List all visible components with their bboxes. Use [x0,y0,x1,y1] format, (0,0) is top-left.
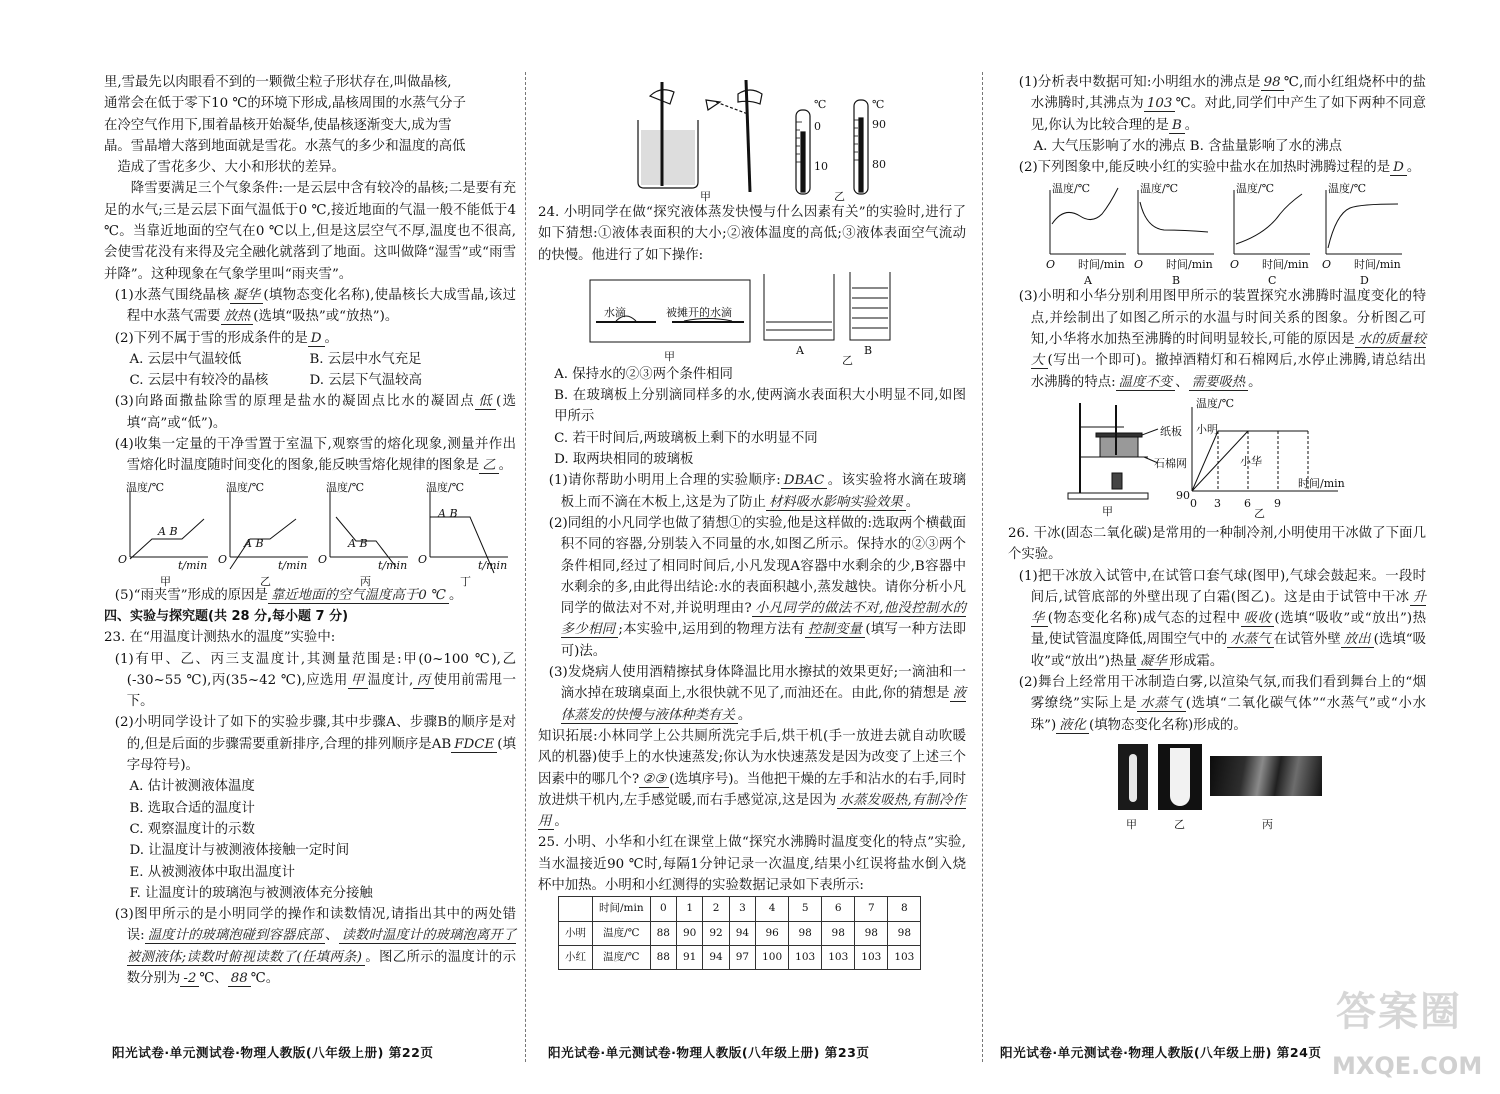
step-item: B. 选取合适的温度计 [129,800,255,816]
graph-ylabel: 温度/℃ [1328,182,1367,196]
graph-ylabel: 温度/℃ [1236,182,1275,196]
container-label: B [864,343,873,357]
photo-label: 乙 [1174,817,1185,831]
answer: -2 [180,971,199,987]
question-25: 25. 小明、小华和小红在课堂上做“探究水沸腾时温度变化的特点”实验,当水温接近90 ℃时,每隔1分钟记录一次温度,结果小红误将盐水倒入烧杯中加热。小明和小红测得的实验数据记录如下表所示: [538,835,966,894]
graph-origin: O [1046,258,1056,272]
alcohol-lamp [1112,473,1122,489]
series-label: 小明 [1196,422,1218,436]
page-footer: 阳光试卷·单元测试卷·物理人教版(八年级上册) 第24页 [1000,1045,1322,1060]
boiling-data-table [558,896,921,970]
graph-xtick: 9 [1274,496,1281,510]
thermometer-stem [746,80,750,192]
graph-ylabel: 温度/℃ [1052,182,1091,196]
question-3: (3)向路面撒盐除雪的原理是盐水的凝固点比水的凝固点 低 (选填“高”或“低”)。 [114,394,517,431]
question-24-1: (1)请你帮助小明用上合理的实验顺序: DBAC 。该实验将水滴在玻璃板上而不滴在木板上,这是为了防止 材料吸水影响实验效果 。 [548,473,967,510]
graph-name: 甲 [160,574,171,588]
intro-line: 造成了雪花多少、大小和形状的差异。 [117,160,346,176]
graph-name: 乙 [260,574,271,588]
graph-ylabel: 温度/℃ [426,480,465,494]
graph-xlabel: t/min [378,558,408,572]
graph-origin: O [1230,258,1240,272]
boiling-apparatus-figure [1008,393,1426,519]
graph-line [1236,194,1302,244]
graph-ylabel: 温度/℃ [1196,396,1235,410]
options-row: C. 云层中有较冷的晶核 D. 云层下气温较高 [129,373,422,389]
step-item: F. 让温度计的玻璃泡与被测液体充分接触 [129,885,373,901]
page-footer: 阳光试卷·单元测试卷·物理人教版(八年级上册) 第23页 [548,1045,870,1060]
question-25-1: (1)分析表中数据可知:小明组水的沸点是 98 ℃,而小红组烧杯中的盐水沸腾时,其沸点为 103 ℃。对此,同学们中产生了如下两种不同意见,你认为比较合理的是 B 。 [1018,75,1426,133]
question-23-2: (2)小明同学设计了如下的实验步骤,其中步骤A、步骤B的顺序是对的,但是后面的步骤需要重新排序,合理的排列顺序是AB FDCE (填字母符号)。 [114,715,516,774]
graph-name: A [1084,274,1092,288]
watermark-text: 答案圈 [1336,989,1462,1035]
watermark-logo [1318,989,1494,1086]
page-24-column [1008,72,1426,832]
answer: 乙 [479,458,498,474]
graph-origin: O [1134,258,1144,272]
intro-line: 晶。雪晶增大落到地面就是雪花。水蒸气的多少和温度的高低 [104,138,466,154]
graph-line [1140,202,1208,232]
answer: 水蒸气 [1227,632,1273,648]
question-24-3: (3)发烧病人使用酒精擦拭身体降温比用水擦拭的效果更好;一滴油和一滴水掉在玻璃桌面上,水很快就不见了,而油还在。由此,你的猜想是 液体蒸发的快慢与液体种类有关 。 [548,665,966,723]
container-b [850,272,890,340]
answer: 88 [228,971,251,987]
graph-name: D [1360,274,1369,288]
sight-line [716,102,748,114]
question-24: 24. 小明同学在做“探究液体蒸发快慢与什么因素有关”的实验时,进行了如下猜想:①液体表面积的大小;②液体温度的高低;③液体表面空气流动的快慢。他进行了如下操作: [538,205,966,263]
answer: FDCE [451,737,497,753]
figure-label: 乙 [842,353,853,367]
thermo-tick: 10 [814,160,828,173]
thermo-tick: 80 [872,158,886,171]
graph-xlabel: 时间/min [1262,258,1309,272]
step-item: E. 从被测液体中取出温度计 [129,864,296,880]
evaporation-svg [538,266,966,364]
graph-xlabel: 时间/min [1166,258,1213,272]
answer: 放出 [1341,632,1374,648]
answer: 小凡同学的做法不对,他没控制水的多少相同 [560,601,967,638]
graph-name: 丙 [360,574,371,588]
intro-line: 在冷空气作用下,围着晶核开始凝华,使晶核逐渐变大,成为雪 [104,117,452,133]
answer: 甲 [348,673,368,689]
graph-ab-label: A B [438,506,458,520]
question-25-3: (3)小明和小华分别利用图甲所示的装置探究水沸腾时温度变化的特点,并绘制出了如图乙所示的水温与时间关系的图象。分析图乙可知,小华将水加热至沸腾的时间明显较长,可能的原因是 水的质量较大 (写出一个即可)。撤掉酒精灯和石棉网后,水停止沸腾,请总结出水沸腾的特点: 温度不变 、 需要吸热 。 [1018,289,1427,390]
question-26-2: (2)舞台上经常用干冰制造白雾,以渲染气氛,而我们看到舞台上的“烟雾缭绕”实际上是 水蒸气 (选填“二氧化碳气体”“水蒸气”或“小水珠”) 液化 (填物态变化名称)形成的。 [1018,675,1426,733]
question-2: (2)下列不属于雪的形成条件的是 D 。 [114,330,338,346]
question-24-2: (2)同组的小凡同学也做了猜想①的实验,他是这样做的:选取两个横截面积不同的容器,分别装入不同量的水,如图乙所示。保持水的②③两个条件相同,经过了相同时间后,小凡发现A容器中水剩余的少,B容器中水剩余的多,由此得出结论:水的表面积越小,蒸发越快。请你分析小凡同学的做法对不对,并说明理由? 小凡同学的做法不对,他没控制水的多少相同 ;本实验中,运用到的物理方法有 控制变量 (填写一种方法即可)法。 [548,515,967,659]
thermometer-svg [538,72,966,202]
photo-yi [1158,744,1202,810]
graph-xlabel: 时间/min [1298,476,1345,490]
reading-paragraph: 降雪要满足三个气象条件:一是云层中含有较冷的晶核;二是要有充足的水气;三是云层下面气温低于0 ℃,接近地面的气温一般不能低于4 ℃。当靠近地面的空气在0 ℃以上,但是这层空气不厚,温度也不很高,会使雪花没有来得及完全融化就落到了地面。这叫做降“湿雪”或“雨雪并降”。这种现象在气象学里叫“雨夹雪”。 [104,181,516,282]
column-divider [982,72,983,1062]
graph-ylabel: 温度/℃ [126,480,165,494]
question-23-1: (1)有甲、乙、丙三支温度计,其测量范围是:甲(0~100 ℃),乙(-30~55 ℃),丙(35~42 ℃),应选用 甲 温度计, 丙 使用前需甩一下。 [114,651,517,710]
photo-bing [1210,756,1322,796]
beaker [1100,437,1138,457]
section-heading: 四、实验与探究题(共 28 分,每小题 7 分) [104,608,349,624]
figure-label: 甲 [700,190,711,203]
operation-option: A. 保持水的②③两个条件相同 [554,366,733,382]
graph-xtick: 6 [1244,496,1251,510]
graph-origin: O [318,552,328,566]
graph-ylabel: 温度/℃ [326,480,365,494]
answer: 凝华 [1137,654,1170,670]
figure-label: 乙 [834,190,845,203]
options-row: A. 大气压影响了水的沸点 B. 含盐量影响了水的沸点 [1033,138,1343,154]
graph-xlabel: t/min [278,558,308,572]
answer: 水蒸发吸热,有制冷作用 [538,792,966,830]
page-23-column [538,72,966,970]
container-label: A [796,343,804,357]
photo-label: 甲 [1126,817,1137,831]
page-footer: 阳光试卷·单元测试卷·物理人教版(八年级上册) 第22页 [112,1045,434,1060]
answer: 需要吸热 [1189,375,1249,391]
thermo-tick: 0 [814,120,821,133]
cardboard [1096,433,1142,437]
step-item: D. 让温度计与被测液体接触一定时间 [129,843,350,859]
question-25-2: (2)下列图象中,能反映小红的实验中盐水在加热时沸腾过程的是 D 。 [1018,160,1421,176]
graph-ab-label: A B [348,536,368,550]
mercury-column [859,118,863,192]
dry-ice-photos [1008,742,1426,832]
graph-xtick: 3 [1214,496,1221,510]
series-label: 小华 [1240,454,1262,468]
step-item: C. 观察温度计的示数 [129,821,255,837]
figure-label: 乙 [1254,506,1265,520]
thermo-unit: ℃ [872,98,885,111]
options-row: A. 云层中气温较低 B. 云层中水气充足 [129,351,422,367]
answer: 控制变量 [805,622,866,638]
graph-ab-label: A B [244,536,264,550]
photo-label: 丙 [1262,817,1273,831]
answer: B [1169,118,1185,134]
graph-line [1328,204,1398,248]
question-23: 23. 在“用温度计测热水的温度”实验中: [104,630,336,646]
graph-origin: O [418,552,428,566]
beaker-liquid [641,130,695,185]
melting-graphs [104,477,516,588]
watermark-url: MXQE.COM [1332,1052,1483,1080]
hand-sketch [738,90,762,104]
eye-icon [706,100,720,110]
thermo-tick: 90 [872,118,886,131]
answer: 吸收 [1241,611,1275,627]
question-23-3: (3)图甲所示的是小明同学的操作和读数情况,请指出其中的两处错误: 温度计的玻璃泡碰到容器底部 、 读数时温度计的玻璃泡离开了被测液体;读数时俯视读数了(任填两条) 。图乙所示的温度计的示数分别为 -2 ℃、 88 ℃。 [114,907,517,986]
answer: DBAC [781,473,828,489]
operation-option: C. 若干时间后,两玻璃板上剩下的水明显不同 [554,430,818,446]
graph-xlabel: t/min [478,558,508,572]
table-row: 小红 温度/℃ 88 91 94 97 100 103 103 103 103 [559,945,921,969]
photo-jia [1118,744,1148,810]
operation-option: B. 在玻璃板上分别滴同样多的水,使两滴水表面积大小明显不同,如图甲所示 [554,388,966,425]
graph-xlabel: 时间/min [1078,258,1125,272]
answer: 液化 [1056,718,1089,734]
answer: 98 [1261,75,1284,91]
graph-xlabel: 时间/min [1354,258,1401,272]
answer: 丙 [413,673,433,689]
graph-ylabel: 温度/℃ [1140,182,1179,196]
step-item: A. 估计被测液体温度 [129,779,255,795]
evaporation-figure [538,266,966,367]
operation-option: D. 取两块相同的玻璃板 [554,452,694,468]
graph-origin: O [1322,258,1332,272]
question-5: (5)“雨夹雪”形成的原因是 靠近地面的空气温度高于0 ℃ 。 [114,587,463,603]
question-4: (4)收集一定量的干净雪置于室温下,观察雪的熔化现象,测量并作出雪熔化时温度随时间变化的图象,能反映雪熔化规律的图象是 乙 。 [114,437,516,474]
graph-xtick: 0 [1190,496,1197,510]
table-header-row: 时间/min 0 1 2 3 4 5 6 7 8 [559,897,921,921]
graph-name: C [1268,274,1277,288]
page-22-column [104,72,516,989]
answer: D [308,331,325,347]
answer: 温度不变 [1116,375,1176,391]
graph-origin: O [118,552,128,566]
graph-name: 丁 [460,574,471,588]
answer: 凝华 [230,288,263,304]
answer: 升华 [1030,589,1426,627]
graph-origin: O [218,552,228,566]
knowledge-extension: 知识拓展:小林同学上公共厕所洗完手后,烘干机(手一放进去就自动吹暖风的机器)使手上的水快速蒸发;你认为水快速蒸发是因为改变了上述三个因素中的哪几个? ②③ (选填序号)。当他把干燥的左手和沾水的右手,同时放进烘干机内,左手感觉暖,而右手感觉凉,这是因为 水蒸发吸热,有制冷作用 。 [538,728,966,830]
answer: 材料吸水影响实验效果 [766,495,906,511]
stand-base [1068,493,1148,499]
answer: 103 [1144,96,1176,112]
apparatus-label: 石棉网 [1154,456,1187,470]
graph-y0: 90 [1176,488,1190,502]
graph-name: B [1172,274,1181,288]
apparatus-label: 纸板 [1160,424,1182,438]
intro-line: 通常会在低于零下10 ℃的环境下形成,晶核周围的水蒸气分子 [104,96,466,112]
answer: D [1390,160,1407,176]
boiling-graphs [1008,178,1426,286]
answer: 低 [475,394,496,410]
answer: 液体蒸发的快慢与液体种类有关 [560,686,966,723]
spread-label: 被摊开的水滴 [666,305,732,319]
answer: 水蒸气 [1137,696,1185,712]
question-26: 26. 干冰(固态二氧化碳)是常用的一种制冷剂,小明使用干冰做了下面几个实验。 [1008,525,1426,563]
thermo-unit: ℃ [814,98,827,111]
figure-label: 甲 [1102,504,1113,518]
intro-line: 里,雪最先以肉眼看不到的一颗微尘粒子形状存在,叫做晶核, [104,75,452,90]
graph-ylabel: 温度/℃ [226,480,265,494]
graph-xlabel: t/min [178,558,208,572]
answer: 读数时温度计的玻璃泡离开了被测液体;读数时俯视读数了(任填两条) [126,928,517,965]
answer: 温度计的玻璃泡碰到容器底部 [145,928,325,944]
question-1: (1)水蒸气围绕晶核 凝华 (填物态变化名称),使晶核长大成雪晶,该过程中水蒸气需要 放热 (选填“吸热”或“放热”)。 [114,287,517,325]
thermometer-figure [538,72,966,202]
answer: 靠近地面的空气温度高于0 ℃ [268,588,449,604]
answer: 放热 [221,309,254,325]
question-26-1: (1)把干冰放入试管中,在试管口套气球(图甲),气球会鼓起来。一段时间后,试管底部的外壁出现了白霜(图乙)。这是由于试管中干冰 升华 (物态变化名称)成气态的过程中 吸收 (选填“吸收”或“放出”)热量,使试管温度降低,周围空气中的 水蒸气 在试管外壁 放出 (选填“吸收”或“放出”)热量 凝华 形成霜。 [1018,568,1427,669]
column-divider [525,72,526,1062]
answer: 水的质量较大 [1030,332,1427,369]
answer: ②③ [639,772,669,788]
table-row: 小明 温度/℃ 88 90 92 94 96 98 98 98 98 [559,921,921,945]
drop-label: 水滴 [604,305,626,319]
figure-label: 甲 [664,349,675,363]
graph-ab-label: A B [158,524,178,538]
